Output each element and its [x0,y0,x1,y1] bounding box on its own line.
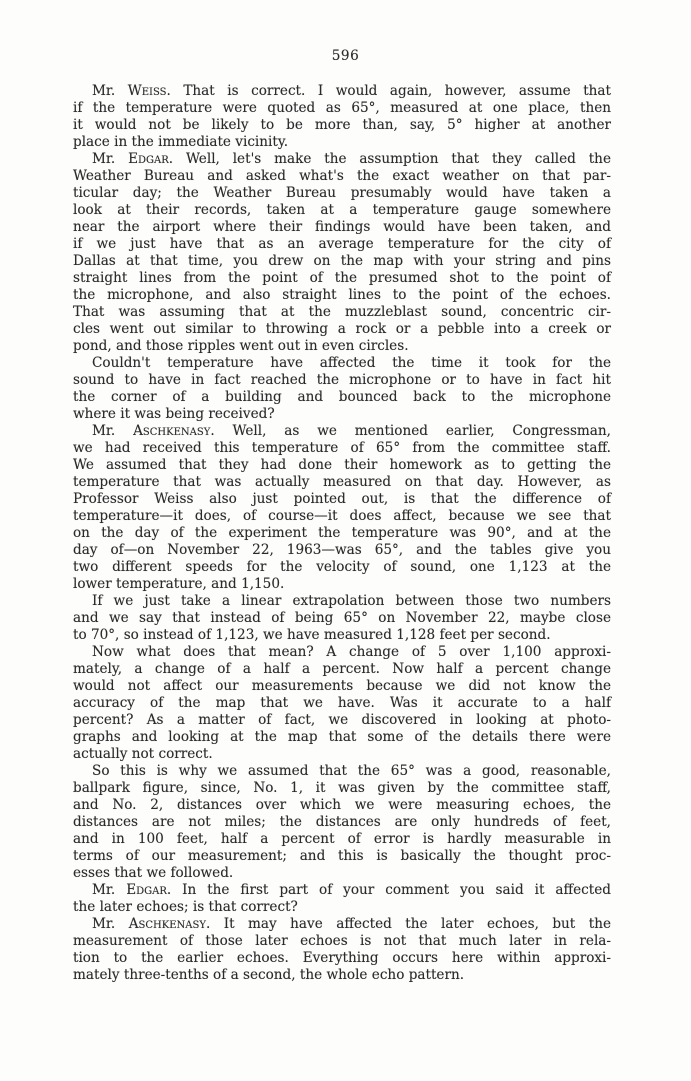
text-line: temperature that was actually measured on that day. However, as [73,474,611,490]
text-line: look at their records, taken at a temperature gauge somewhere [73,202,611,218]
page-number: 596 [331,48,360,64]
text-line: Dallas at that time, you drew on the map with your string and pins [73,253,611,269]
text-line: Now what does that mean? A change of 5 over 1,100 approxi- [92,644,611,660]
text-line: to 70°, so instead of 1,123, we have measured 1,128 feet per second. [73,627,551,643]
text-line: That was assuming that at the muzzleblast sound, concentric cir- [73,304,611,320]
text-line: the corner of a building and bounced back to the microphone [73,389,611,405]
text-line: lower temperature, and 1,150. [73,576,285,592]
text-line: sound to have in fact reached the microphone or to have in fact hit [73,372,611,388]
speaker-name: Mr. Aschkenasy. [92,916,211,932]
text-line: the microphone, and also straight lines to the point of the echoes. [73,287,611,303]
text-line: place in the immediate vicinity. [73,134,289,150]
text-line: straight lines from the point of the presumed shot to the point of [73,270,611,286]
text-line: esses that we followed. [73,865,234,881]
text-line: graphs and looking at the map that some of the details there were [73,729,611,745]
text-line: We assumed that they had done their homework as to getting the [73,457,611,473]
text-line: Mr. Weiss. That is correct. I would again, however, assume that [92,83,611,99]
text-line: If we just take a linear extrapolation between those two numbers [92,593,611,609]
text-line: cles went out similar to throwing a rock or a pebble into a creek or [73,321,611,337]
text-line: day of—on November 22, 1963—was 65°, and the tables give you [73,542,611,558]
text-line: the later echoes; is that correct? [73,899,298,915]
text-line: Mr. Aschkenasy. It may have affected the later echoes, but the [92,916,611,932]
text-line: Weather Bureau and asked what's the exact weather on that par- [73,168,611,184]
text-line: if we just have that as an average temperature for the city of [73,236,611,252]
text-line: Mr. Edgar. Well, let's make the assumption that they called the [92,151,611,167]
text-line: terms of our measurement; and this is basically the thought proc- [73,848,611,864]
text-line: mately, a change of a half a percent. Now half a percent change [73,661,611,677]
text-line: tion to the earlier echoes. Everything occurs here within approxi- [73,950,611,966]
text-line: So this is why we assumed that the 65° was a good, reasonable, [92,763,611,779]
text-line: near the airport where their findings would have been taken, and [73,219,611,235]
text-line: ballpark figure, since, No. 1, it was given by the committee staff, [73,780,611,796]
text-line: and we say that instead of being 65° on November 22, maybe close [73,610,611,626]
text-line: distances are not miles; the distances are only hundreds of feet, [73,814,611,830]
text-line: Mr. Edgar. In the first part of your comment you said it affected [92,882,611,898]
text-line: Professor Weiss also just pointed out, is that the difference of [73,491,611,507]
text-line: on the day of the experiment the temperature was 90°, and at the [73,525,611,541]
text-line: where it was being received? [73,406,275,422]
text-line: percent? As a matter of fact, we discovered in looking at photo- [73,712,611,728]
speaker-name: Mr. Edgar. [92,882,172,898]
text-line: actually not correct. [73,746,213,762]
text-line: and No. 2, distances over which we were measuring echoes, the [73,797,611,813]
text-line: mately three-tenths of a second, the whole echo pattern. [73,967,465,983]
text-line: two different speeds for the velocity of sound, one 1,123 at the [73,559,611,575]
text-line: measurement of those later echoes is not that much later in rela- [73,933,611,949]
text-line: ticular day; the Weather Bureau presumably would have taken a [73,185,611,201]
text-line: Mr. Aschkenasy. Well, as we mentioned earlier, Congressman, [92,423,611,439]
text-line: accuracy of the map that we have. Was it accurate to a half [73,695,611,711]
text-line: it would not be likely to be more than, say, 5° higher at another [73,117,611,133]
text-line: Couldn't temperature have affected the time it took for the [92,355,611,371]
transcript-text [73,83,611,984]
text-line: would not affect our measurements because we did not know the [73,678,611,694]
speaker-name: Mr. Edgar. [92,151,174,167]
text-line: we had received this temperature of 65° from the committee staff. [73,440,611,456]
text-line: pond, and those ripples went out in even circles. [73,338,409,354]
text-line: temperature—it does, of course—it does affect, because we see that [73,508,611,524]
text-line: if the temperature were quoted as 65°, measured at one place, then [73,100,611,116]
text-line: and in 100 feet, half a percent of error is hardly measurable in [73,831,611,847]
speaker-name: Mr. Aschkenasy. [92,423,215,439]
speaker-name: Mr. Weiss. [92,83,171,99]
